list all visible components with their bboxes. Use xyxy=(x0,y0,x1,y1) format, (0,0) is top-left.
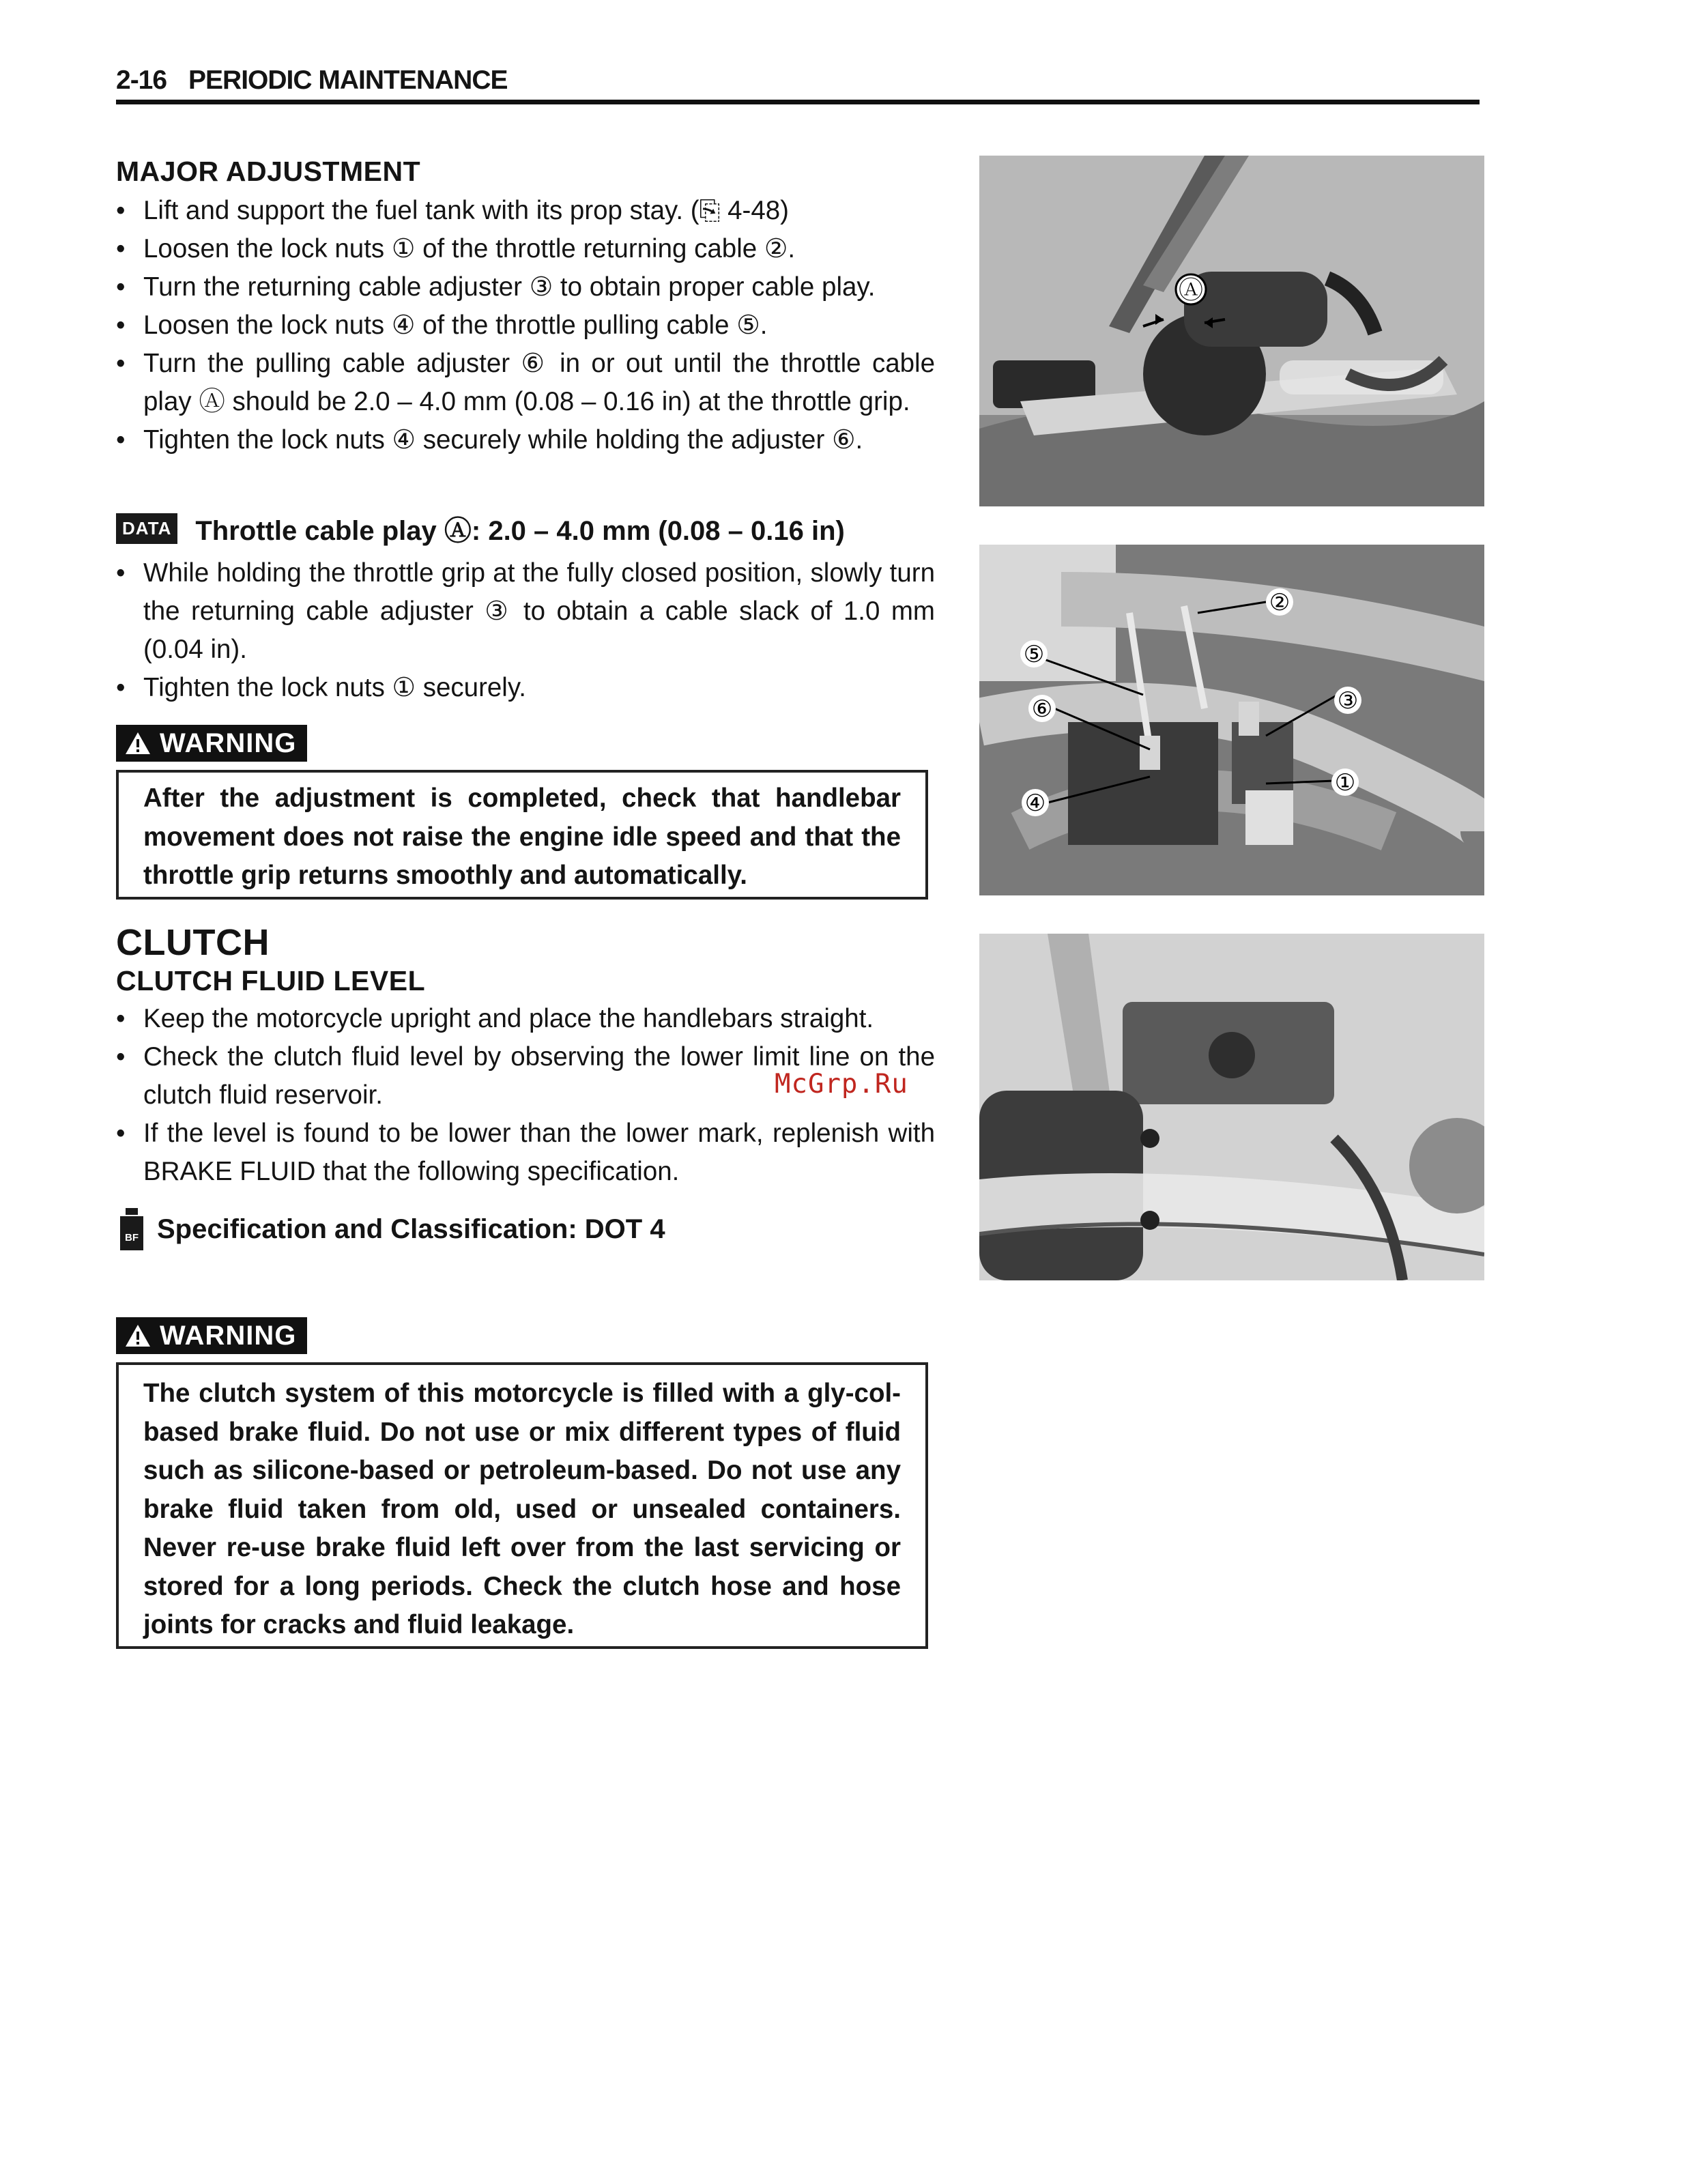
list-item: • Loosen the lock nuts ① of the throttle returning cable ②. xyxy=(116,230,935,268)
label-4: ④ xyxy=(1024,790,1046,817)
clutch-reservoir-photo xyxy=(979,934,1484,1280)
list-item: • Lift and support the fuel tank with its prop stay. (⎘ 4-48) xyxy=(116,192,935,230)
label-3: ③ xyxy=(1337,687,1359,715)
list-item: • Check the clutch fluid level by observing the lower limit line on the clutch fluid reservoir. xyxy=(116,1038,935,1115)
clutch-fluid-level-heading: CLUTCH FLUID LEVEL xyxy=(116,965,426,996)
list-item: • Tighten the lock nuts ① securely. xyxy=(116,669,935,707)
brake-fluid-icon xyxy=(116,1207,147,1252)
label-A: Ⓐ xyxy=(1178,276,1204,304)
clutch-section xyxy=(116,921,935,1191)
svg-text:BF: BF xyxy=(125,1232,139,1244)
major-adjustment-steps xyxy=(116,192,935,459)
warning-triangle-icon xyxy=(124,1323,152,1348)
fluid-spec-text: Specification and Classification: DOT 4 xyxy=(157,1213,665,1244)
throttle-spec-line xyxy=(116,509,845,548)
list-item: • If the level is found to be lower than the lower mark, replenish with BRAKE FLUID that the following specification. xyxy=(116,1115,935,1191)
fluid-spec-line xyxy=(116,1207,665,1252)
list-item: • Turn the returning cable adjuster ③ to obtain proper cable play. xyxy=(116,268,935,306)
label-2: ② xyxy=(1269,589,1291,616)
list-item: • Turn the pulling cable adjuster ⑥ in or out until the throttle cable play Ⓐ should be 2.0 – 4.0 mm (0.08 – 0.16 in) at the throttle grip. xyxy=(116,345,935,421)
page-number: 2-16 xyxy=(116,66,167,95)
data-badge-icon: DATA xyxy=(116,513,177,544)
cable-adjuster-photo xyxy=(979,545,1484,895)
warning-box: The clutch system of this motorcycle is filled with a gly-col-based brake fluid. Do not use or mix different types of fluid such as silicone-based or petroleum-based. Do not use any brake fluid taken from old, used or unsealed containers. Never re-use brake fluid left over from the last servicing or stored for a long periods. Check the clutch hose and hose joints for cracks and fluid leakage. xyxy=(116,1362,928,1649)
label-1: ① xyxy=(1334,769,1356,796)
major-adjustment-heading: MAJOR ADJUSTMENT xyxy=(116,156,421,187)
warning-triangle-icon xyxy=(124,731,152,756)
throttle-spec-text: Throttle cable play Ⓐ: 2.0 – 4.0 mm (0.08 – 0.16 in) xyxy=(195,516,845,546)
major-adjustment-steps-after xyxy=(116,554,935,707)
throttle-grip-photo xyxy=(979,156,1484,506)
warning-label: WARNING xyxy=(116,725,307,762)
major-adjustment-section xyxy=(116,156,935,459)
list-item: • Tighten the lock nuts ④ securely while holding the adjuster ⑥. xyxy=(116,421,935,459)
label-5: ⑤ xyxy=(1023,641,1045,668)
warning-label: WARNING xyxy=(116,1317,307,1354)
list-item: • Keep the motorcycle upright and place the handlebars straight. xyxy=(116,1000,935,1038)
page-header xyxy=(116,66,1480,104)
label-6: ⑥ xyxy=(1031,695,1053,723)
list-item: • While holding the throttle grip at the fully closed position, slowly turn the returning cable adjuster ③ to obtain a cable slack of 1.0 mm (0.04 in). xyxy=(116,554,935,669)
warning-box: After the adjustment is completed, check that handlebar movement does not raise the engine idle speed and that the throttle grip returns smoothly and automatically. xyxy=(116,770,928,900)
section-title: PERIODIC MAINTENANCE xyxy=(188,66,508,95)
clutch-heading: CLUTCH xyxy=(116,922,270,963)
watermark: McGrp.Ru xyxy=(775,1069,908,1100)
list-item: • Loosen the lock nuts ④ of the throttle pulling cable ⑤. xyxy=(116,306,935,345)
